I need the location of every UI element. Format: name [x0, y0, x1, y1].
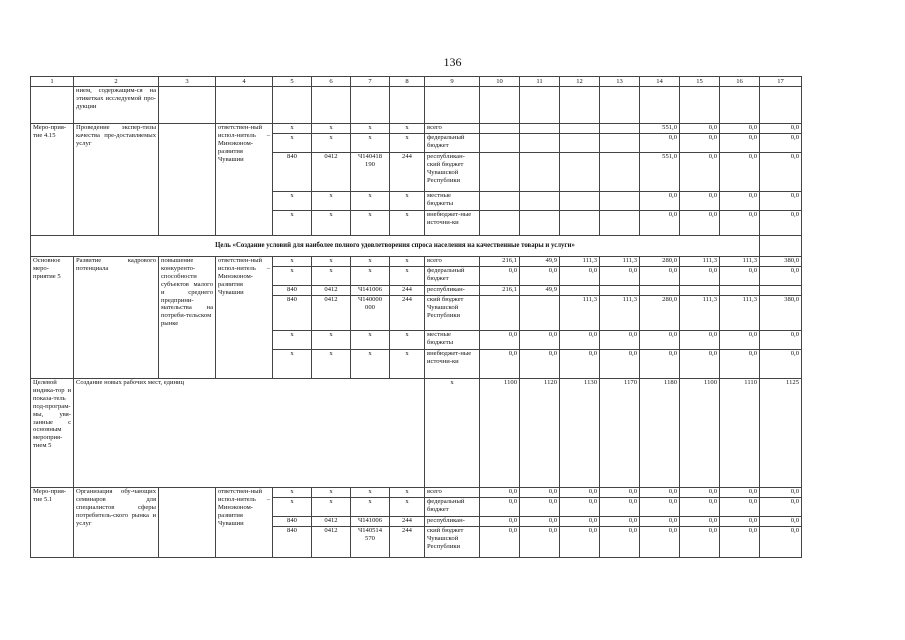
funding-source: республикан-: [425, 517, 480, 527]
amount: 0,0: [640, 211, 680, 236]
table-cell: x: [390, 488, 425, 498]
amount: 0,0: [680, 331, 720, 350]
amount: 0,0: [480, 331, 520, 350]
goal-title: Цель «Создание условий для наиболее полного удовлетворения спроса населения на качественные товары и услуги»: [31, 236, 760, 257]
amount: [520, 134, 560, 153]
amount: 0,0: [600, 527, 640, 558]
table-cell: [159, 124, 216, 236]
indicator-code: Целевой индика-тор и показа-тель под-програм-мы, увя-занные с основным мероприя-тием 5: [31, 379, 74, 488]
amount: [600, 192, 640, 211]
table-cell: Ч141006: [351, 286, 390, 296]
table-cell: x: [390, 331, 425, 350]
amount: 0,0: [520, 267, 560, 286]
column-number: 2: [74, 77, 159, 87]
table-cell: x: [273, 488, 312, 498]
amount: 0,0: [640, 192, 680, 211]
column-number: 1: [31, 77, 74, 87]
indicator-value: 1100: [480, 379, 520, 488]
indicator-value: 1180: [640, 379, 680, 488]
amount: [560, 286, 600, 296]
amount: 0,0: [680, 124, 720, 134]
header-row: [31, 77, 802, 87]
amount: 0,0: [480, 527, 520, 558]
amount: 0,0: [520, 517, 560, 527]
table-cell: Ч141006: [351, 517, 390, 527]
table-cell: x: [273, 350, 312, 379]
amount: 0,0: [680, 267, 720, 286]
amount: 0,0: [680, 134, 720, 153]
indicator-name: Создание новых рабочих мест, единиц: [74, 379, 425, 488]
amount: 0,0: [720, 192, 760, 211]
table-cell: x: [312, 331, 351, 350]
amount: [480, 296, 520, 331]
funding-source: федеральный бюджет: [425, 498, 480, 517]
amount: [600, 286, 640, 296]
table-cell: [720, 87, 760, 124]
amount: [480, 124, 520, 134]
funding-source: всего: [425, 488, 480, 498]
table-cell: [520, 87, 560, 124]
amount: [560, 153, 600, 192]
amount: 49,9: [520, 257, 560, 267]
amount: [680, 286, 720, 296]
column-number: 14: [640, 77, 680, 87]
measure-code: Меро-прия-тие 5.1: [31, 488, 74, 558]
table-cell: x: [351, 211, 390, 236]
amount: 0,0: [640, 134, 680, 153]
table-cell: [560, 87, 600, 124]
amount: 0,0: [640, 267, 680, 286]
table-cell: [760, 236, 802, 257]
goal-row: [31, 236, 802, 257]
amount: 0,0: [600, 517, 640, 527]
table-cell: x: [390, 498, 425, 517]
table-cell: 840: [273, 286, 312, 296]
responsible-executor: ответствен-ный испол-нитель – Минэконом-развития Чувашии: [216, 488, 273, 558]
measure-name: нием, содержащим-ся на этикетках исследуемой про-дукции: [74, 87, 159, 124]
table-cell: 840: [273, 296, 312, 331]
amount: 0,0: [560, 488, 600, 498]
amount: 0,0: [480, 517, 520, 527]
column-number: 3: [159, 77, 216, 87]
column-number: 5: [273, 77, 312, 87]
amount: 0,0: [720, 488, 760, 498]
amount: 111,3: [720, 257, 760, 267]
table-row: [31, 87, 802, 124]
funding-source: внебюджет-ные источни-ки: [425, 211, 480, 236]
amount: 0,0: [720, 331, 760, 350]
amount: 0,0: [680, 517, 720, 527]
measure-name: Организация обу-чающих семинаров для специалистов сферы потребитель-ского рынка и услуг: [74, 488, 159, 558]
table-cell: [480, 87, 520, 124]
amount: 0,0: [600, 267, 640, 286]
table-cell: x: [312, 124, 351, 134]
amount: 0,0: [760, 211, 802, 236]
table-cell: x: [351, 331, 390, 350]
table-cell: x: [273, 124, 312, 134]
table-cell: [312, 87, 351, 124]
table-cell: x: [351, 192, 390, 211]
amount: 0,0: [680, 488, 720, 498]
amount: [480, 192, 520, 211]
table-cell: x: [312, 488, 351, 498]
amount: 0,0: [520, 527, 560, 558]
funding-source: федеральный бюджет: [425, 267, 480, 286]
table-cell: x: [351, 498, 390, 517]
amount: 111,3: [600, 257, 640, 267]
table-cell: x: [273, 498, 312, 517]
column-number: 12: [560, 77, 600, 87]
table-cell: x: [351, 257, 390, 267]
amount: 0,0: [520, 488, 560, 498]
table-cell: [640, 87, 680, 124]
table-cell: [390, 87, 425, 124]
amount: 0,0: [720, 527, 760, 558]
table-cell: 244: [390, 296, 425, 331]
amount: 0,0: [560, 350, 600, 379]
amount: 0,0: [680, 211, 720, 236]
amount: 0,0: [560, 267, 600, 286]
table-cell: x: [351, 350, 390, 379]
indicator-row: [31, 379, 802, 488]
measure-target: повышение конкуренто-способности субъектов малого и среднего предприни-мательства на потреби-тельском рынке: [159, 257, 216, 379]
table-cell: x: [425, 379, 480, 488]
amount: 111,3: [600, 296, 640, 331]
amount: 0,0: [600, 498, 640, 517]
amount: 0,0: [760, 267, 802, 286]
table-cell: x: [312, 267, 351, 286]
responsible-executor: ответствен-ный испол-нитель – Минэконом-развития Чувашии: [216, 257, 273, 379]
table-cell: 0412: [312, 153, 351, 192]
amount: 0,0: [640, 498, 680, 517]
amount: 0,0: [640, 527, 680, 558]
column-number: 16: [720, 77, 760, 87]
table-cell: [273, 87, 312, 124]
table-cell: x: [390, 257, 425, 267]
amount: [720, 286, 760, 296]
amount: 0,0: [720, 211, 760, 236]
measure-code: Основное меро-приятие 5: [31, 257, 74, 379]
column-number: 7: [351, 77, 390, 87]
amount: [480, 134, 520, 153]
amount: 111,3: [560, 257, 600, 267]
funding-source: федеральный бюджет: [425, 134, 480, 153]
table-cell: x: [273, 192, 312, 211]
indicator-value: 1170: [600, 379, 640, 488]
measure-name: Проведение экспер-тизы качества пре-доставляемых услуг: [74, 124, 159, 236]
funding-source: всего: [425, 257, 480, 267]
funding-source: местные бюджеты: [425, 192, 480, 211]
amount: [640, 286, 680, 296]
amount: [560, 124, 600, 134]
amount: 216,1: [480, 286, 520, 296]
funding-source: республикан-: [425, 286, 480, 296]
amount: 0,0: [760, 331, 802, 350]
amount: 0,0: [480, 498, 520, 517]
amount: 551,0: [640, 124, 680, 134]
funding-source: всего: [425, 124, 480, 134]
amount: [520, 296, 560, 331]
column-number: 8: [390, 77, 425, 87]
amount: 0,0: [560, 331, 600, 350]
amount: 0,0: [760, 153, 802, 192]
amount: [600, 211, 640, 236]
indicator-value: 1120: [520, 379, 560, 488]
amount: [600, 124, 640, 134]
amount: 0,0: [760, 517, 802, 527]
column-number: 9: [425, 77, 480, 87]
amount: 0,0: [760, 192, 802, 211]
amount: 0,0: [520, 350, 560, 379]
table-cell: [159, 87, 216, 124]
table-cell: x: [351, 488, 390, 498]
amount: 0,0: [680, 527, 720, 558]
column-number: 6: [312, 77, 351, 87]
table-cell: x: [273, 134, 312, 153]
table-cell: [351, 87, 390, 124]
table-cell: [760, 87, 802, 124]
amount: [480, 211, 520, 236]
amount: 0,0: [520, 331, 560, 350]
amount: 0,0: [480, 488, 520, 498]
amount: 0,0: [720, 517, 760, 527]
table-cell: x: [312, 134, 351, 153]
indicator-value: 1100: [680, 379, 720, 488]
program-table: [30, 76, 802, 558]
table-cell: 0412: [312, 296, 351, 331]
table-cell: 244: [390, 517, 425, 527]
amount: 0,0: [760, 527, 802, 558]
column-number: 15: [680, 77, 720, 87]
amount: 0,0: [600, 488, 640, 498]
amount: 0,0: [680, 153, 720, 192]
table-cell: 244: [390, 527, 425, 558]
table-cell: x: [390, 267, 425, 286]
amount: 111,3: [560, 296, 600, 331]
amount: 551,0: [640, 153, 680, 192]
amount: 0,0: [720, 267, 760, 286]
amount: 111,3: [720, 296, 760, 331]
table-cell: Ч140418 190: [351, 153, 390, 192]
amount: 0,0: [760, 350, 802, 379]
table-cell: 244: [390, 286, 425, 296]
responsible-executor: ответствен-ный испол-нитель – Минэконом-развития Чувашии: [216, 124, 273, 236]
amount: [520, 211, 560, 236]
table-cell: x: [312, 350, 351, 379]
amount: 0,0: [680, 192, 720, 211]
amount: 0,0: [680, 498, 720, 517]
column-number: 17: [760, 77, 802, 87]
funding-source: республикан-ский бюджет Чувашской Республики: [425, 153, 480, 192]
amount: 0,0: [600, 350, 640, 379]
column-number: 4: [216, 77, 273, 87]
table-cell: 0412: [312, 286, 351, 296]
amount: 111,3: [680, 296, 720, 331]
amount: [600, 153, 640, 192]
amount: [560, 211, 600, 236]
table-cell: x: [390, 192, 425, 211]
amount: 0,0: [640, 350, 680, 379]
table-cell: [31, 87, 74, 124]
funding-source: местные бюджеты: [425, 331, 480, 350]
amount: [600, 134, 640, 153]
table-cell: x: [312, 211, 351, 236]
table-cell: x: [312, 192, 351, 211]
amount: 0,0: [680, 350, 720, 379]
table-cell: Ч140000 000: [351, 296, 390, 331]
table-cell: [159, 488, 216, 558]
funding-source: ский бюджет Чувашской Республики: [425, 296, 480, 331]
amount: 0,0: [640, 517, 680, 527]
page-number: 136: [443, 55, 462, 69]
amount: 0,0: [720, 124, 760, 134]
column-number: 13: [600, 77, 640, 87]
amount: 0,0: [760, 134, 802, 153]
amount: [480, 153, 520, 192]
table-cell: x: [390, 211, 425, 236]
table-cell: x: [273, 331, 312, 350]
table-cell: 840: [273, 527, 312, 558]
amount: 0,0: [560, 517, 600, 527]
amount: 380,0: [760, 257, 802, 267]
table-cell: x: [390, 134, 425, 153]
amount: 0,0: [640, 331, 680, 350]
table-cell: x: [351, 267, 390, 286]
amount: 111,3: [680, 257, 720, 267]
amount: 0,0: [760, 498, 802, 517]
amount: 280,0: [640, 257, 680, 267]
table-cell: [425, 87, 480, 124]
amount: 0,0: [720, 134, 760, 153]
table-cell: [216, 87, 273, 124]
measure-name: Развитие кадрового потенциала: [74, 257, 159, 379]
table-cell: x: [273, 267, 312, 286]
amount: 380,0: [760, 296, 802, 331]
amount: [520, 153, 560, 192]
table-cell: Ч140514 570: [351, 527, 390, 558]
table-cell: x: [390, 350, 425, 379]
amount: 0,0: [640, 488, 680, 498]
funding-source: внебюджет-ные источни-ки: [425, 350, 480, 379]
amount: 0,0: [480, 267, 520, 286]
amount: 0,0: [760, 488, 802, 498]
table-cell: x: [273, 211, 312, 236]
amount: [520, 192, 560, 211]
table-cell: 840: [273, 517, 312, 527]
column-number: 11: [520, 77, 560, 87]
indicator-value: 1130: [560, 379, 600, 488]
table-cell: 244: [390, 153, 425, 192]
indicator-value: 1110: [720, 379, 760, 488]
amount: 0,0: [560, 527, 600, 558]
measure-code: Меро-прия-тие 4.15: [31, 124, 74, 236]
indicator-value: 1125: [760, 379, 802, 488]
table-row: [31, 257, 802, 267]
amount: 0,0: [720, 498, 760, 517]
amount: 216,1: [480, 257, 520, 267]
amount: 0,0: [520, 498, 560, 517]
amount: [760, 286, 802, 296]
amount: 280,0: [640, 296, 680, 331]
table-row: [31, 488, 802, 498]
table-cell: [680, 87, 720, 124]
table-cell: x: [312, 498, 351, 517]
table-cell: 0412: [312, 517, 351, 527]
amount: [560, 134, 600, 153]
funding-source: ский бюджет Чувашской Республики: [425, 527, 480, 558]
amount: 0,0: [560, 498, 600, 517]
amount: 49,9: [520, 286, 560, 296]
table-row: [31, 124, 802, 134]
column-number: 10: [480, 77, 520, 87]
table-cell: 840: [273, 153, 312, 192]
table-cell: x: [312, 257, 351, 267]
table-cell: x: [390, 124, 425, 134]
table-cell: x: [351, 124, 390, 134]
amount: [520, 124, 560, 134]
table-cell: x: [273, 257, 312, 267]
amount: 0,0: [720, 350, 760, 379]
table-cell: 0412: [312, 527, 351, 558]
amount: [560, 192, 600, 211]
table-cell: x: [351, 134, 390, 153]
amount: 0,0: [600, 331, 640, 350]
amount: 0,0: [720, 153, 760, 192]
amount: 0,0: [480, 350, 520, 379]
amount: 0,0: [760, 124, 802, 134]
table-cell: [600, 87, 640, 124]
